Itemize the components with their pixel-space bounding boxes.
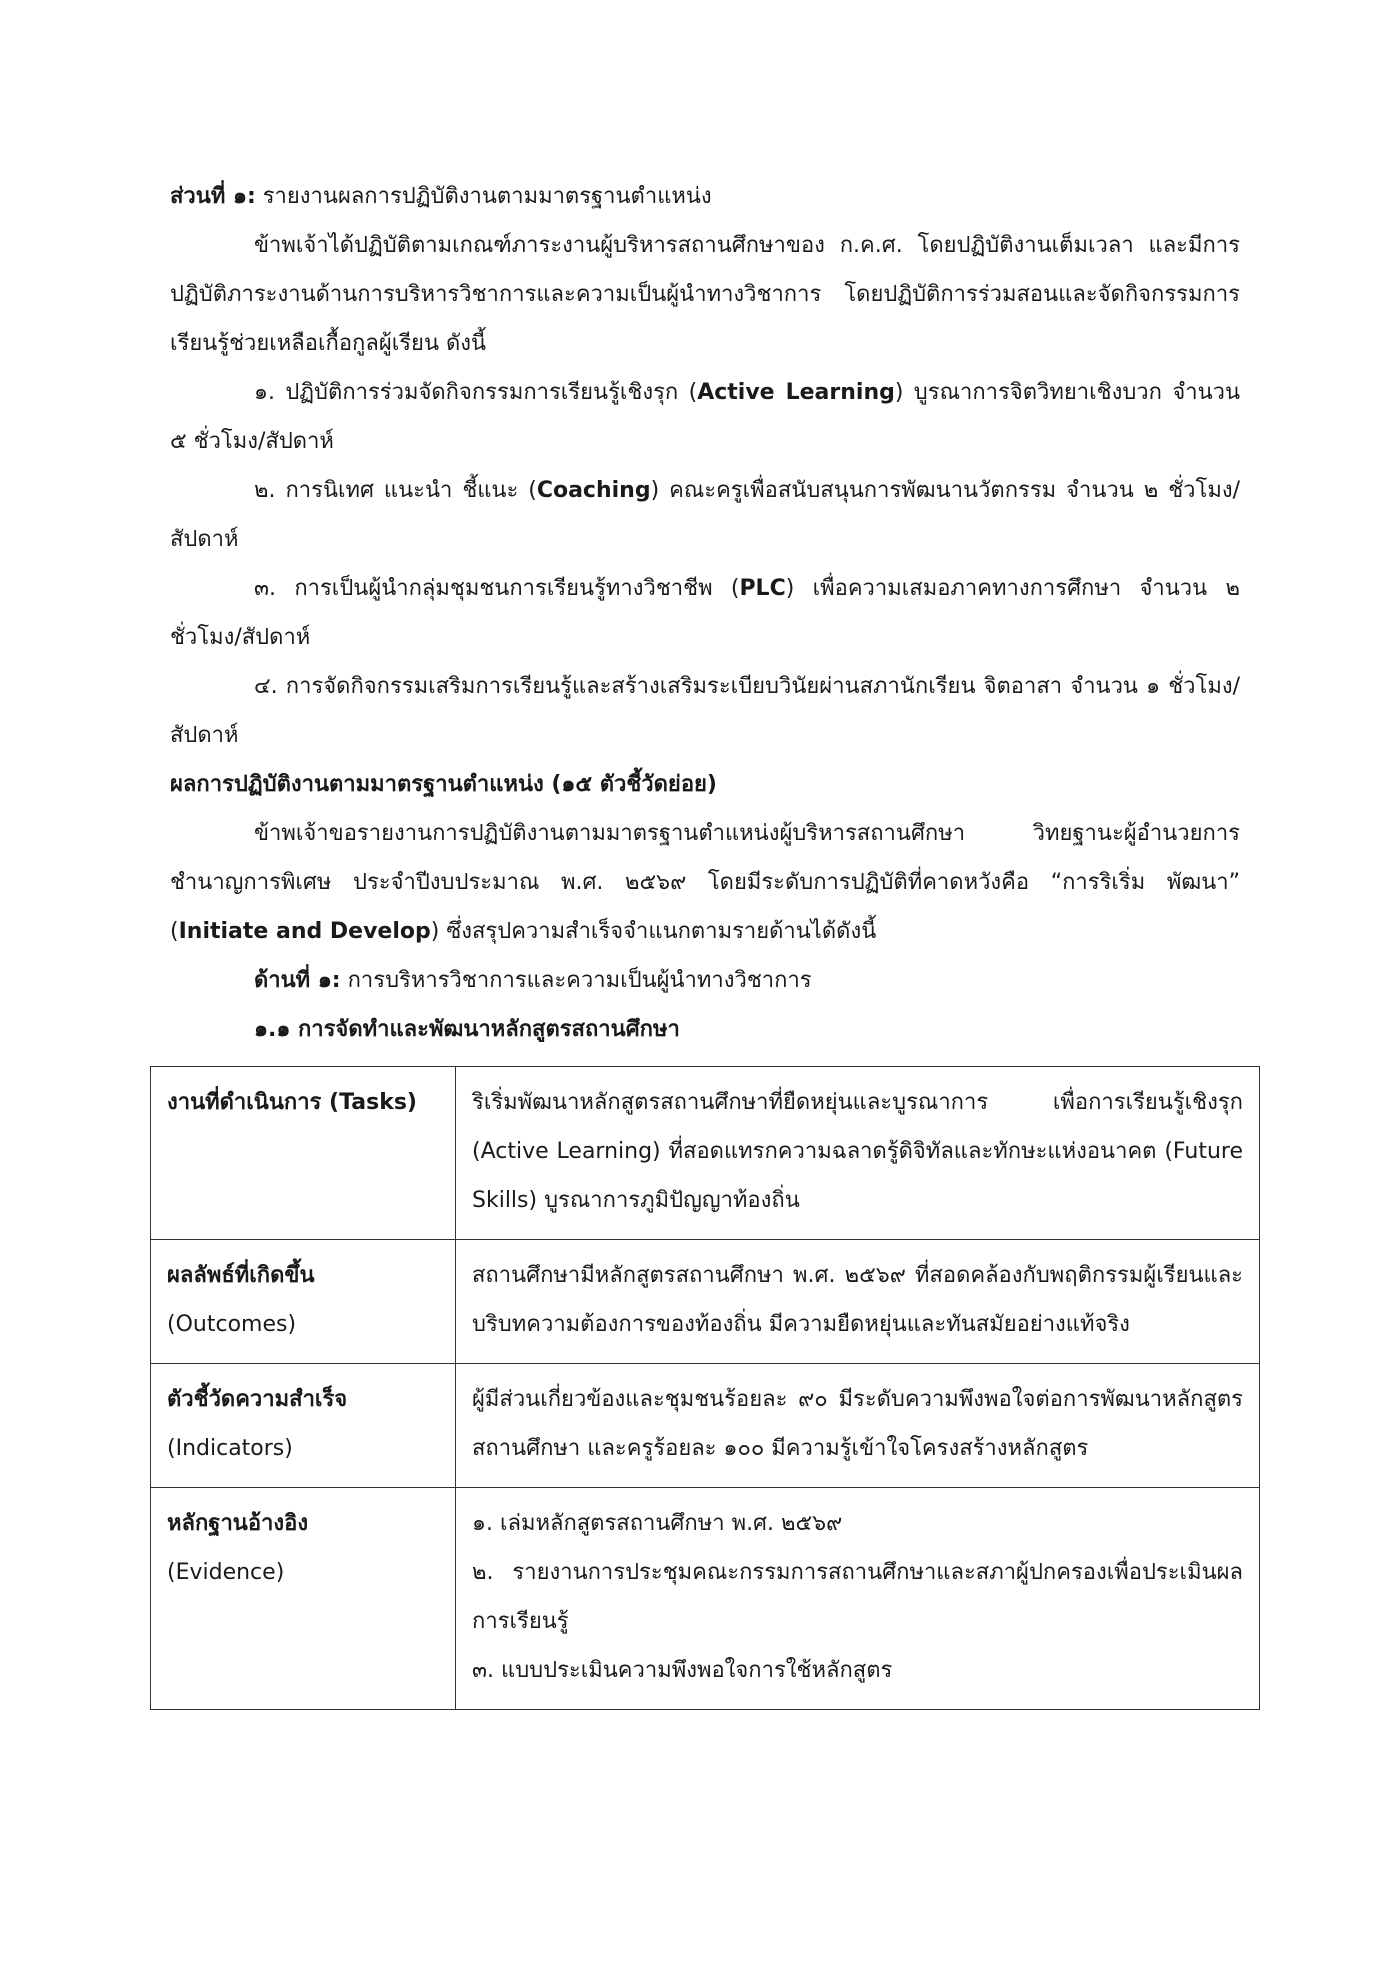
row-label-evidence — [151, 1488, 456, 1710]
row-label-indicators — [151, 1364, 456, 1488]
aspect-heading-label: ด้านที่ ๑: — [254, 968, 341, 993]
results-heading: ผลการปฏิบัติงานตามมาตรฐานตำแหน่ง (๑๕ ตัวชี้วัดย่อย) — [170, 772, 717, 797]
evidence-item-2: ๒. รายงานการประชุมคณะกรรมการสถานศึกษาและสภาผู้ปกครองเพื่อประเมินผลการเรียนรู้ — [472, 1560, 1243, 1634]
item-2-english-term: Coaching — [536, 478, 651, 503]
part1-intro: ข้าพเจ้าได้ปฏิบัติตามเกณฑ์ภาระงานผู้บริหารสถานศึกษาของ ก.ค.ศ. โดยปฏิบัติงานเต็มเวลา และมีการปฏิบัติภาระงานด้านการบริหารวิชาการและความเป็นผู้นำทางวิชาการ โดยปฏิบัติการร่วมสอนและจัดกิจกรรมการเรียนรู้ช่วยเหลือเกื้อกูลผู้เรียน ดังนี้ — [170, 233, 1240, 356]
row-label-text: งานที่ดำเนินการ (Tasks) — [167, 1090, 417, 1115]
aspect-heading-text: การบริหารวิชาการและความเป็นผู้นำทางวิชาการ — [340, 968, 812, 993]
row-content-line: ริเริ่มพัฒนาหลักสูตรสถานศึกษาที่ยืดหยุ่นและบูรณาการ เพื่อการเรียนรู้เชิงรุก (Active Learning) ที่สอดแทรกความฉลาดรู้ดิจิทัลและทักษะแห่งอนาคต (Future Skills) บูรณาการภูมิปัญญาท้องถิ่น — [472, 1090, 1243, 1213]
aspect-heading — [170, 956, 1240, 1005]
subsection-heading: ๑.๑ การจัดทำและพัฒนาหลักสูตรสถานศึกษา — [254, 1017, 680, 1042]
table-row — [151, 1067, 1260, 1240]
item-1-text: ๑. ปฏิบัติการร่วมจัดกิจกรรมการเรียนรู้เชิงรุก ( — [254, 380, 698, 405]
row-label-text: หลักฐานอ้างอิง — [167, 1511, 309, 1536]
results-intro-english-term: Initiate and Develop — [178, 919, 431, 944]
item-3-text-end: ) เพื่อความเสมอภาคทางการศึกษา จำนวน ๒ ชั่วโมง/สัปดาห์ — [170, 576, 1240, 650]
item-1-english-term: Active Learning — [697, 380, 895, 405]
evidence-item-1: ๑. เล่มหลักสูตรสถานศึกษา พ.ศ. ๒๕๖๙ — [472, 1511, 843, 1536]
results-intro-text-end: ) ซึ่งสรุปความสำเร็จจำแนกตามรายด้านได้ดังนี้ — [430, 919, 877, 944]
row-label-text: ผลลัพธ์ที่เกิดขึ้น — [167, 1263, 315, 1288]
item-4-text: ๔. การจัดกิจกรรมเสริมการเรียนรู้และสร้างเสริมระเบียบวินัยผ่านสภานักเรียน จิตอาสา จำนวน ๑ ชั่วโมง/สัปดาห์ — [170, 674, 1240, 748]
part1-item-4 — [170, 662, 1240, 760]
evidence-item-3: ๓. แบบประเมินความพึงพอใจการใช้หลักสูตร — [472, 1658, 893, 1683]
part1-heading — [170, 172, 1240, 221]
table-row — [151, 1364, 1260, 1488]
row-content-line: สถานศึกษามีหลักสูตรสถานศึกษา พ.ศ. ๒๕๖๙ ที่สอดคล้องกับพฤติกรรมผู้เรียนและบริบทความต้องการของท้องถิ่น มีความยืดหยุ่นและทันสมัยอย่างแท้จริง — [472, 1263, 1243, 1337]
results-intro — [170, 809, 1240, 956]
part1-item-2 — [170, 466, 1240, 564]
item-1-text-end: ) บูรณาการจิตวิทยาเชิงบวก จำนวน ๕ ชั่วโมง/สัปดาห์ — [170, 380, 1240, 454]
results-intro-text: ข้าพเจ้าขอรายงานการปฏิบัติงานตามมาตรฐานตำแหน่งผู้บริหารสถานศึกษา วิทยฐานะผู้อำนวยการชำนาญการพิเศษ ประจำปีงบประมาณ พ.ศ. ๒๕๖๙ โดยมีระดับการปฏิบัติที่คาดหวังคือ “การริเริ่ม พัฒนา” ( — [170, 821, 1240, 944]
row-content-tasks — [456, 1067, 1260, 1240]
row-label-text: ตัวชี้วัดความสำเร็จ — [167, 1387, 348, 1412]
row-label-english: (Outcomes) — [167, 1312, 297, 1337]
item-3-english-term: PLC — [739, 576, 786, 601]
item-3-text: ๓. การเป็นผู้นำกลุ่มชุมชนการเรียนรู้ทางวิชาชีพ ( — [254, 576, 740, 601]
rubric-table — [150, 1066, 1260, 1710]
row-label-english: (Indicators) — [167, 1436, 293, 1461]
part1-item-3 — [170, 564, 1240, 662]
table-row — [151, 1488, 1260, 1710]
item-2-text: ๒. การนิเทศ แนะนำ ชี้แนะ ( — [254, 478, 537, 503]
part1-heading-label: ส่วนที่ ๑: — [170, 184, 256, 209]
table-row — [151, 1240, 1260, 1364]
row-content-outcomes — [456, 1240, 1260, 1364]
row-label-tasks — [151, 1067, 456, 1240]
row-content-evidence — [456, 1488, 1260, 1710]
row-content-line: ผู้มีส่วนเกี่ยวข้องและชุมชนร้อยละ ๙๐ มีระดับความพึงพอใจต่อการพัฒนาหลักสูตรสถานศึกษา และครูร้อยละ ๑๐๐ มีความรู้เข้าใจโครงสร้างหลักสูตร — [472, 1387, 1243, 1461]
document-body — [170, 172, 1240, 1054]
part1-item-1 — [170, 368, 1240, 466]
row-label-outcomes — [151, 1240, 456, 1364]
part1-heading-text: รายงานผลการปฏิบัติงานตามมาตรฐานตำแหน่ง — [255, 184, 712, 209]
row-label-english: (Evidence) — [167, 1560, 285, 1585]
row-content-indicators — [456, 1364, 1260, 1488]
item-2-text-end: ) คณะครูเพื่อสนับสนุนการพัฒนานวัตกรรม จำนวน ๒ ชั่วโมง/สัปดาห์ — [170, 478, 1240, 552]
